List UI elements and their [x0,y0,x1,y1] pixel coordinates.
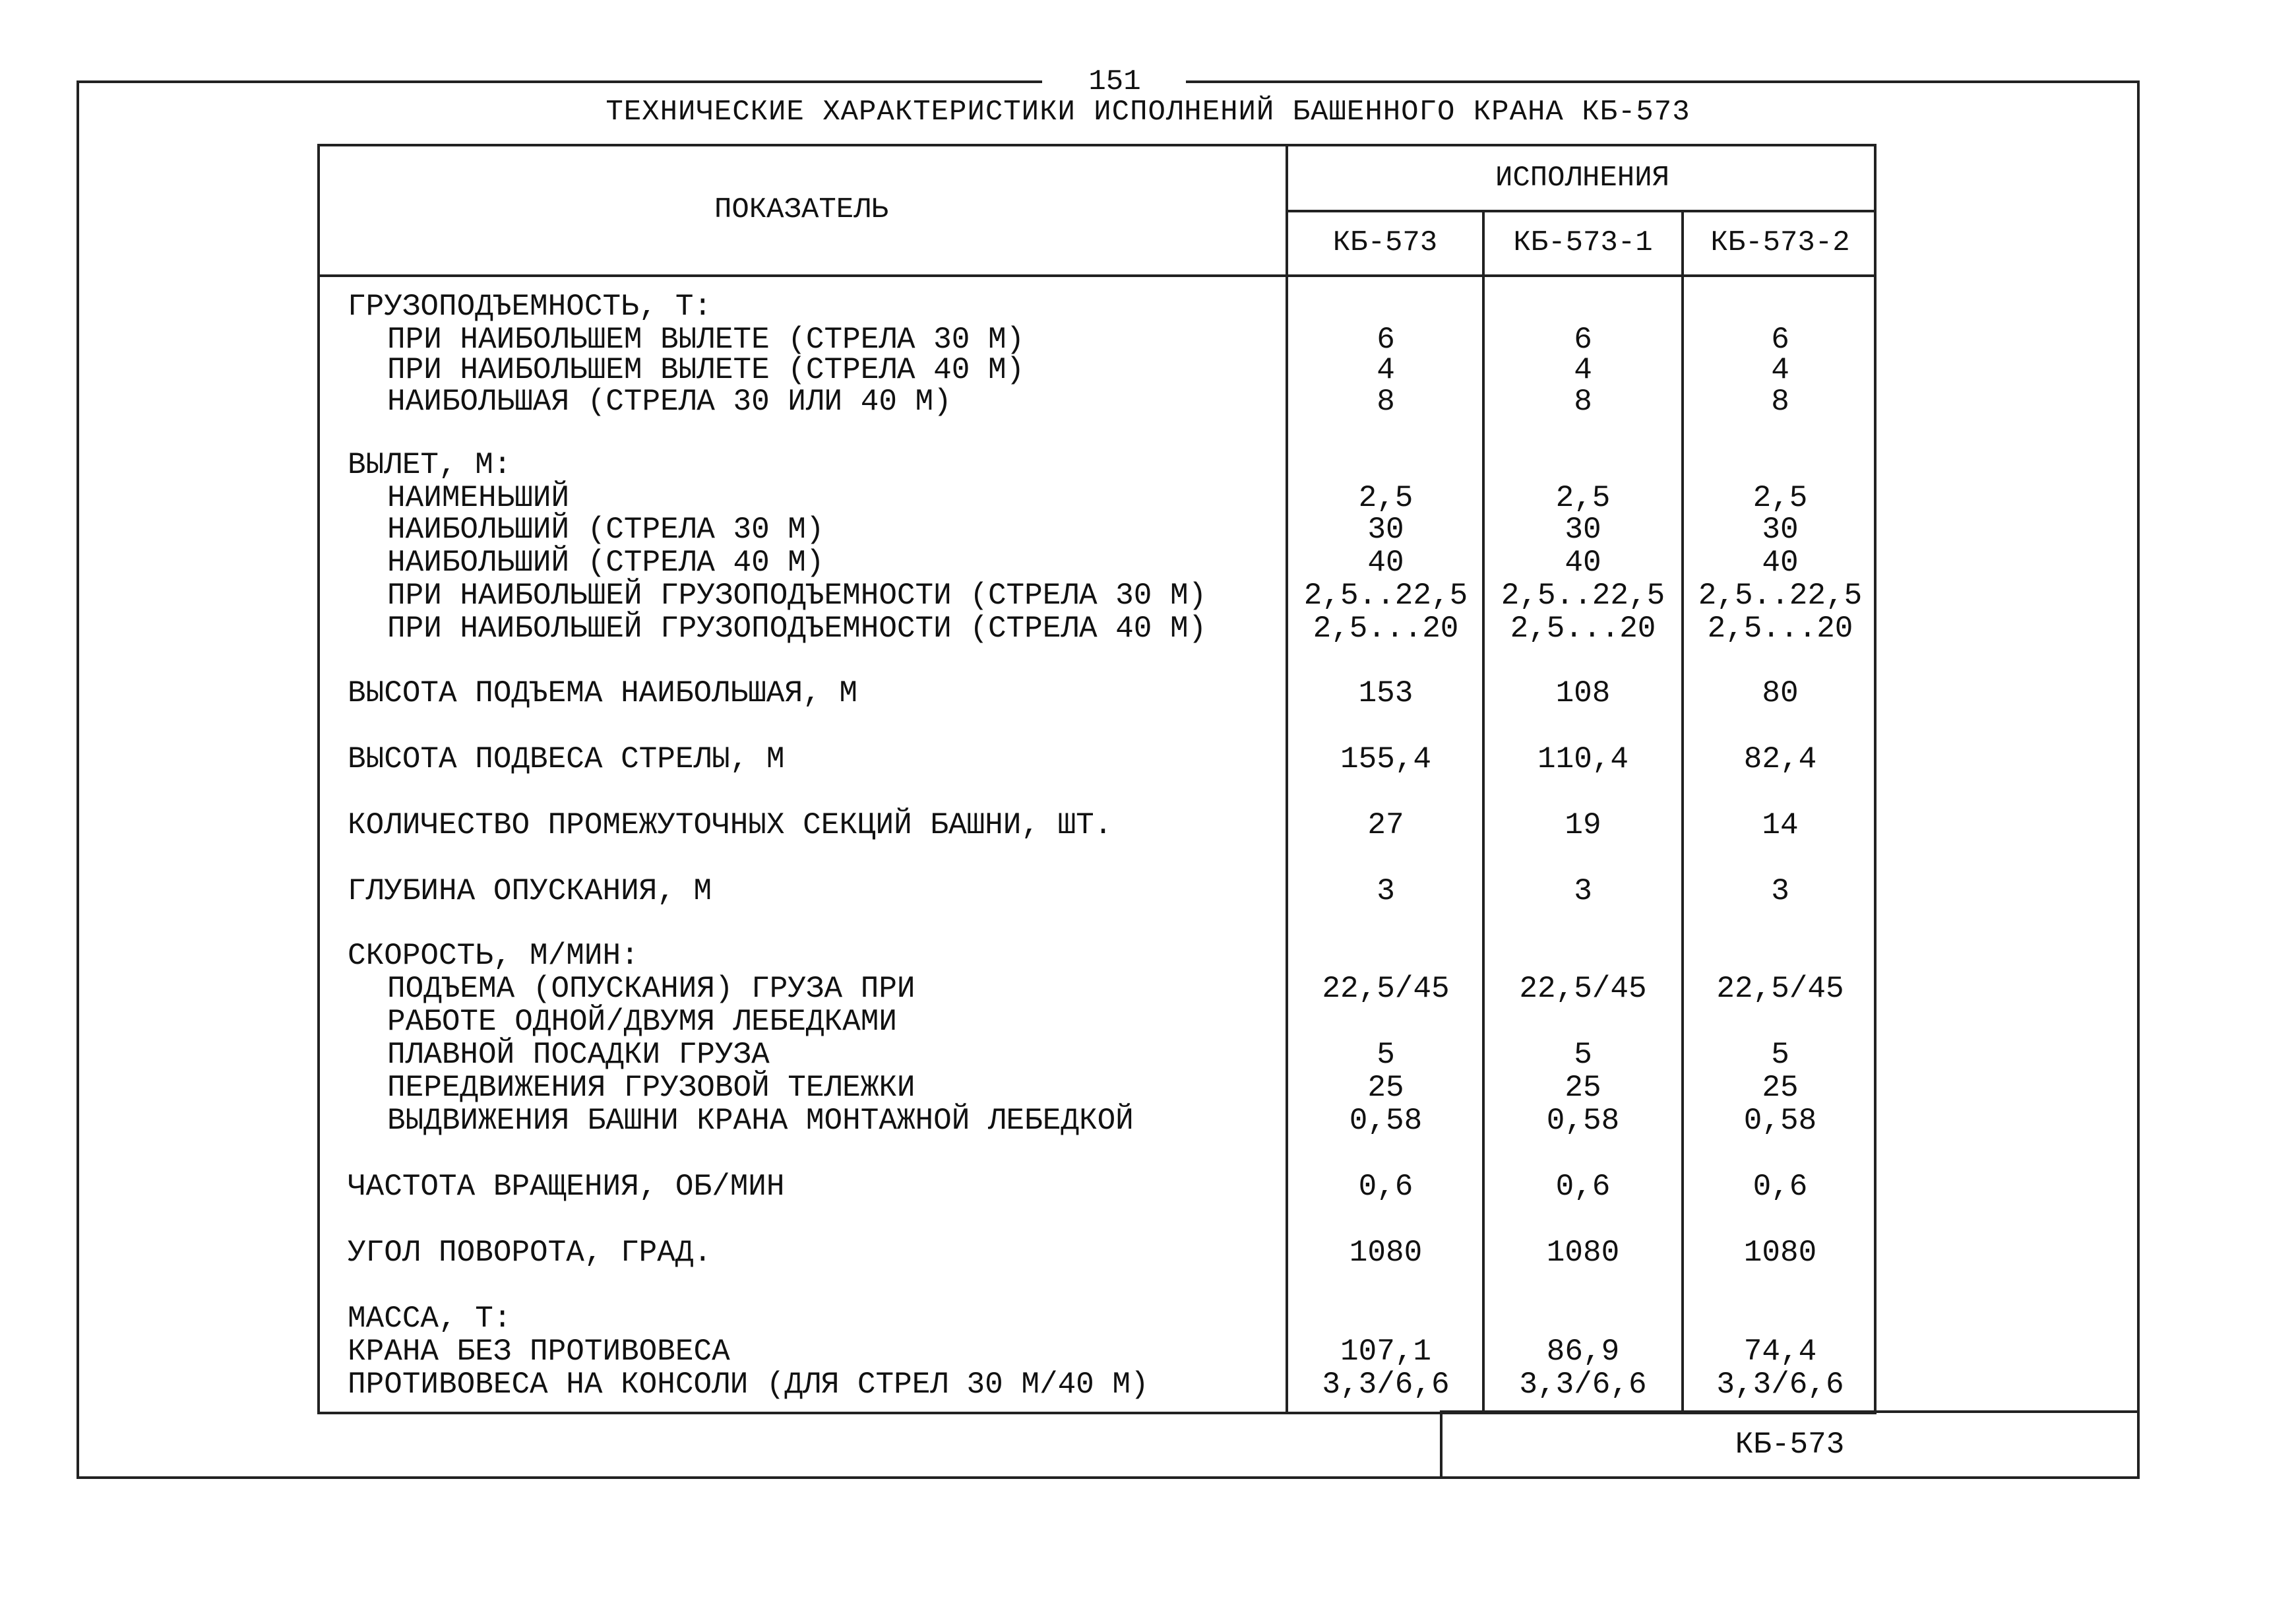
row-label: НАИБОЛЬШИЙ (СТРЕЛА 30 М) [387,513,824,547]
row-value: 108 [1555,676,1611,710]
row-label: НАИБОЛЬШИЙ (СТРЕЛА 40 М) [387,546,824,580]
row-value: 6 [1574,323,1592,357]
row-value: 25 [1565,1071,1601,1105]
row-value: 5 [1574,1038,1592,1072]
row-value: 4 [1377,353,1395,387]
header-versions: ИСПОЛНЕНИЯ [1495,162,1670,195]
row-value: 86,9 [1546,1334,1620,1369]
row-label: МАССА, Т: [348,1302,512,1336]
header-col-kb573: КБ-573 [1332,226,1438,259]
row-value: 27 [1367,808,1404,842]
row-value: 6 [1771,323,1789,357]
row-label: ПРИ НАИБОЛЬШЕМ ВЫЛЕТЕ (СТРЕЛА 40 М) [387,353,1025,387]
row-label: ГЛУБИНА ОПУСКАНИЯ, М [348,874,712,908]
row-value: 2,5...20 [1510,612,1656,646]
row-label: ЧАСТОТА ВРАЩЕНИЯ, ОБ/МИН [348,1170,785,1204]
row-label: ВЫДВИЖЕНИЯ БАШНИ КРАНА МОНТАЖНОЙ ЛЕБЕДКОЙ [387,1104,1134,1138]
row-label: НАИМЕНЬШИЙ [387,481,570,515]
row-label: ПЕРЕДВИЖЕНИЯ ГРУЗОВОЙ ТЕЛЕЖКИ [387,1071,915,1105]
row-value: 0,58 [1546,1104,1620,1138]
header-col-kb573-1: КБ-573-1 [1513,226,1653,259]
row-value: 2,5 [1358,481,1413,515]
row-label: ПРИ НАИБОЛЬШЕЙ ГРУЗОПОДЪЕМНОСТИ (СТРЕЛА 40 М) [387,612,1207,646]
row-value: 3 [1377,874,1395,908]
row-value: 8 [1574,385,1592,419]
row-value: 30 [1367,513,1404,547]
row-value: 40 [1367,546,1404,580]
row-label: ВЫСОТА ПОДЪЕМА НАИБОЛЬШАЯ, М [348,676,857,710]
row-value: 3,3/6,6 [1716,1367,1844,1402]
row-label: ПРИ НАИБОЛЬШЕМ ВЫЛЕТЕ (СТРЕЛА 30 М) [387,323,1025,357]
row-value: 22,5/45 [1716,972,1844,1006]
row-value: 30 [1762,513,1799,547]
row-value: 2,5..22,5 [1698,579,1863,613]
row-value: 0,6 [1358,1170,1413,1204]
table-header-bottom-line [317,274,1877,277]
row-value: 110,4 [1537,742,1629,776]
row-value: 0,58 [1743,1104,1817,1138]
row-value: 82,4 [1743,742,1817,776]
row-value: 4 [1771,353,1789,387]
row-value: 4 [1574,353,1592,387]
row-value: 25 [1367,1071,1404,1105]
row-value: 5 [1377,1038,1395,1072]
row-value: 1080 [1546,1236,1620,1270]
row-value: 80 [1762,676,1799,710]
table-header-split-line [1286,210,1877,212]
row-label: КОЛИЧЕСТВО ПРОМЕЖУТОЧНЫХ СЕКЦИЙ БАШНИ, ШТ. [348,808,1113,842]
row-value: 6 [1377,323,1395,357]
row-value: 25 [1762,1071,1799,1105]
row-value: 2,5..22,5 [1303,579,1468,613]
row-value: 40 [1565,546,1601,580]
title-block-label: КБ-573 [1735,1428,1845,1462]
row-value: 0,58 [1349,1104,1423,1138]
row-value: 0,6 [1753,1170,1808,1204]
row-value: 2,5 [1753,481,1808,515]
row-value: 1080 [1743,1236,1817,1270]
row-value: 5 [1771,1038,1789,1072]
row-label: ПЛАВНОЙ ПОСАДКИ ГРУЗА [387,1038,770,1072]
row-value: 22,5/45 [1519,972,1647,1006]
row-label: СКОРОСТЬ, М/МИН: [348,939,639,973]
row-value: 153 [1358,676,1413,710]
row-value: 155,4 [1340,742,1432,776]
row-value: 8 [1377,385,1395,419]
row-label: ВЫСОТА ПОДВЕСА СТРЕЛЫ, М [348,742,785,776]
row-value: 74,4 [1743,1334,1817,1369]
row-label: ГРУЗОПОДЪЕМНОСТЬ, Т: [348,290,712,324]
row-value: 3 [1771,874,1789,908]
row-label: ПРИ НАИБОЛЬШЕЙ ГРУЗОПОДЪЕМНОСТИ (СТРЕЛА 30 М) [387,579,1207,613]
row-value: 0,6 [1555,1170,1611,1204]
row-value: 19 [1565,808,1601,842]
row-value: 8 [1771,385,1789,419]
row-label: ПОДЪЕМА (ОПУСКАНИЯ) ГРУЗА ПРИ [387,972,915,1006]
row-value: 3 [1574,874,1592,908]
row-value: 22,5/45 [1322,972,1450,1006]
row-value: 2,5..22,5 [1501,579,1665,613]
row-value: 2,5...20 [1707,612,1853,646]
row-label: КРАНА БЕЗ ПРОТИВОВЕСА [348,1334,730,1369]
row-label: НАИБОЛЬШАЯ (СТРЕЛА 30 ИЛИ 40 М) [387,385,952,419]
row-value: 1080 [1349,1236,1423,1270]
row-value: 14 [1762,808,1799,842]
row-value: 2,5...20 [1313,612,1459,646]
row-label: УГОЛ ПОВОРОТА, ГРАД. [348,1236,712,1270]
row-value: 3,3/6,6 [1322,1367,1450,1402]
row-value: 3,3/6,6 [1519,1367,1647,1402]
row-value: 2,5 [1555,481,1611,515]
row-value: 40 [1762,546,1799,580]
row-label: ВЫЛЕТ, М: [348,448,512,482]
row-value: 107,1 [1340,1334,1432,1369]
row-label: ПРОТИВОВЕСА НА КОНСОЛИ (ДЛЯ СТРЕЛ 30 М/40 М) [348,1367,1149,1402]
row-value: 30 [1565,513,1601,547]
header-col-kb573-2: КБ-573-2 [1710,226,1850,259]
document-title: ТЕХНИЧЕСКИЕ ХАРАКТЕРИСТИКИ ИСПОЛНЕНИЙ БАШЕННОГО КРАНА КБ-573 [605,96,1691,129]
header-indicator: ПОКАЗАТЕЛЬ [714,193,889,226]
row-label: РАБОТЕ ОДНОЙ/ДВУМЯ ЛЕБЕДКАМИ [387,1005,897,1039]
page-number: 151 [1088,65,1141,98]
